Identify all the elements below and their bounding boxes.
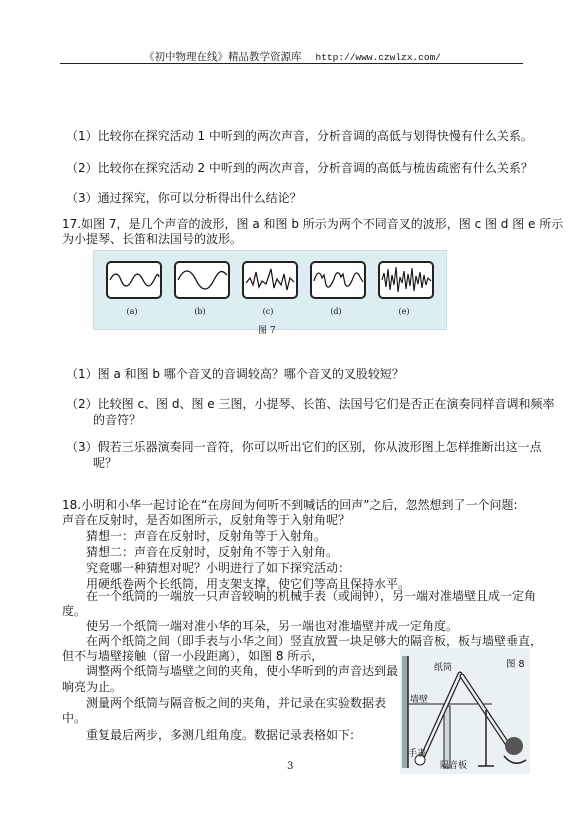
q18-line: 用硬纸卷两个长纸筒，用支架支撑，使它们等高且保持水平。 xyxy=(86,577,411,591)
q18-line: 在一个纸筒的一端放一只声音较响的机械手表（或闹钟），另一端对准墙壁且成一定角 xyxy=(86,589,537,603)
header-url: http://www.czwlzx.com/ xyxy=(315,52,441,63)
fig8-label-tube: 纸筒 xyxy=(434,663,453,673)
waveform-label-a: (a) xyxy=(126,307,138,316)
waveform-b xyxy=(174,261,230,299)
q17-sub-2-line2: 的音符？ xyxy=(93,413,142,427)
waveform-e xyxy=(378,261,434,299)
q18-line: 在两个纸筒之间（即手表与小华之间）竖直放置一块足够大的隔音板，板与墙壁垂直， xyxy=(86,634,543,648)
q18-line: 重复最后两步，多测几组角度。数据记录表格如下: xyxy=(86,728,355,742)
header-divider xyxy=(60,63,523,64)
q18-line: 18.小明和小华一起讨论在“在房间为何听不到喊话的回声”之后，忽然想到了一个问题: xyxy=(62,498,518,512)
waveform-label-b: (b) xyxy=(194,307,206,316)
page-number: 3 xyxy=(287,761,294,772)
prev-sub-3: （3）通过探究，你可以分析得出什么结论？ xyxy=(66,191,302,205)
q18-line: 猜想二：声音在反射时，反射角不等于入射角。 xyxy=(86,545,339,559)
waveform-d xyxy=(310,261,366,299)
q17-sub-1: （1）图 a 和图 b 哪个音叉的音调较高？哪个音叉的叉股较短？ xyxy=(66,367,404,381)
figure-8-caption: 图 8 xyxy=(506,659,525,670)
waveform-label-e: (e) xyxy=(398,307,410,316)
q17-intro-line1: 17.如图 7，是几个声音的波形，图 a 和图 b 所示为两个不同音叉的波形，图 c 图 d 图 e 所示 xyxy=(62,217,564,231)
q18-line: 使另一个纸筒一端对准小华的耳朵，另一端也对准墙壁并成一定角度。 xyxy=(86,619,459,633)
q17-sub-3-line2: 呢？ xyxy=(93,456,118,470)
waveform-c xyxy=(242,261,298,299)
figure-7-caption: 图 7 xyxy=(258,326,276,336)
q18-line: 调整两个纸筒与墙壁之间的夹角，使小华听到的声音达到最 xyxy=(86,664,399,678)
prev-sub-2: （2）比较你在探究活动 2 中听到的两次声音，分析音调的高低与梳齿疏密有什么关系？ xyxy=(66,161,533,175)
fig8-label-watch: 手表 xyxy=(408,749,427,759)
q18-line: 猜想一：声音在反射时，反射角等于入射角。 xyxy=(86,529,327,543)
header-title: 《初中物理在线》精品教学资源库 xyxy=(144,51,302,63)
q18-line: 响亮为止。 xyxy=(62,680,123,694)
q18-line: 但不与墙壁接触（留一小段距离），如图 8 所示， xyxy=(62,649,324,663)
prev-sub-1: （1）比较你在探究活动 1 中听到的两次声音，分析音调的高低与划得快慢有什么关系。 xyxy=(66,129,533,143)
q18-line: 度。 xyxy=(62,604,87,618)
q18-line: 究竟哪一种猜想对呢？小明进行了如下探究活动： xyxy=(86,561,351,575)
figure-7-waveforms xyxy=(93,250,447,330)
page-header xyxy=(144,49,441,64)
q17-sub-3-line1: （3）假若三乐器演奏同一音符，你可以听出它们的区别，你从波形图上怎样推断出这一点 xyxy=(66,440,542,454)
q18-line: 声音在反射时，是否如图所示，反射角等于入射角呢？ xyxy=(62,513,351,527)
waveform-label-c: (c) xyxy=(262,307,274,316)
q18-line: 中。 xyxy=(62,711,87,725)
fig8-label-board: 隔音板 xyxy=(440,761,468,771)
q18-line: 测量两个纸筒与隔音板之间的夹角，并记录在实验数据表 xyxy=(86,696,387,710)
fig8-label-wall: 墙壁 xyxy=(410,695,429,705)
waveform-label-d: (d) xyxy=(330,307,342,316)
waveform-a xyxy=(106,261,162,299)
figure-8-apparatus xyxy=(400,648,530,774)
q17-sub-2-line1: （2）比较图 c、图 d、图 e 三图，小提琴、长笛、法国号它们是否正在演奏同样音调和频率 xyxy=(66,397,555,411)
q17-intro-line2: 为小提琴、长笛和法国号的波形。 xyxy=(62,232,243,246)
